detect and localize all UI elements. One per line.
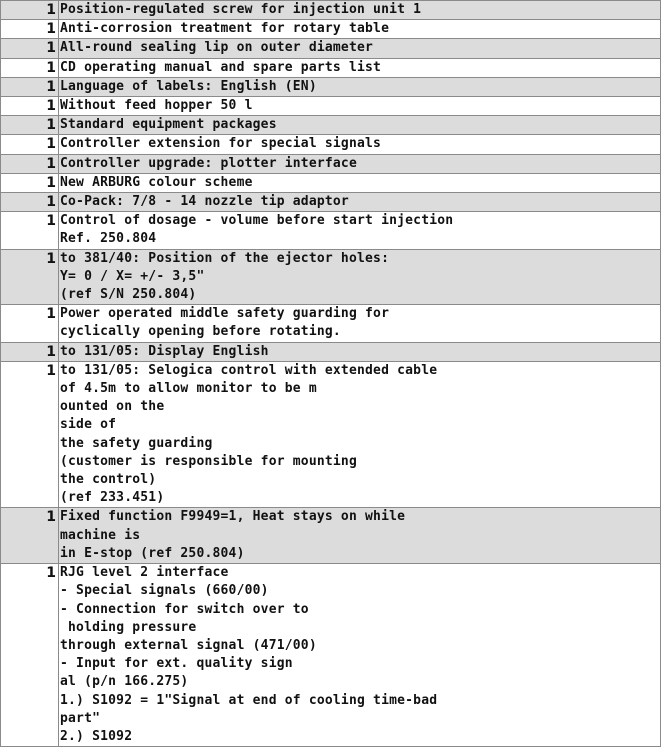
table-row <box>1 1 661 20</box>
table-row <box>1 193 661 212</box>
description-cell: Position-regulated screw for injection unit 1 <box>59 1 661 20</box>
quantity-cell: 1 <box>1 58 59 77</box>
quantity-cell: 1 <box>1 154 59 173</box>
quantity-cell: 1 <box>1 305 59 342</box>
table-row <box>1 58 661 77</box>
description-cell: Without feed hopper 50 l <box>59 97 661 116</box>
description-cell: Co-Pack: 7/8 - 14 nozzle tip adaptor <box>59 193 661 212</box>
table-row <box>1 508 661 564</box>
table-row <box>1 20 661 39</box>
table-row <box>1 305 661 342</box>
quantity-cell: 1 <box>1 135 59 154</box>
table-row <box>1 154 661 173</box>
table-row <box>1 173 661 192</box>
table-row <box>1 39 661 58</box>
description-cell: Fixed function F9949=1, Heat stays on while machine is in E-stop (ref 250.804) <box>59 508 661 564</box>
table-row <box>1 342 661 361</box>
quantity-cell: 1 <box>1 342 59 361</box>
description-cell: to 131/05: Selogica control with extended cable of 4.5m to allow monitor to be m ounted on the side of the safety guarding (customer is responsible for mounting the control) (ref 233.451) <box>59 361 661 508</box>
quantity-cell: 1 <box>1 77 59 96</box>
table-row <box>1 564 661 747</box>
description-cell: Standard equipment packages <box>59 116 661 135</box>
description-cell: Controller upgrade: plotter interface <box>59 154 661 173</box>
description-cell: Control of dosage - volume before start injection Ref. 250.804 <box>59 212 661 249</box>
quantity-cell: 1 <box>1 193 59 212</box>
quantity-cell: 1 <box>1 508 59 564</box>
table-row <box>1 212 661 249</box>
table-row <box>1 135 661 154</box>
quantity-cell: 1 <box>1 564 59 747</box>
quantity-cell: 1 <box>1 97 59 116</box>
quantity-cell: 1 <box>1 212 59 249</box>
description-cell: to 381/40: Position of the ejector holes: Y= 0 / X= +/- 3,5" (ref S/N 250.804) <box>59 249 661 305</box>
description-cell: RJG level 2 interface - Special signals (660/00) - Connection for switch over to holding pressure through external signal (471/00) - Input for ext. quality sign al (p/n 166.275) 1.) S1092 = 1"Signal at end of cooling time-bad part" 2.) S1092 <box>59 564 661 747</box>
description-cell: All-round sealing lip on outer diameter <box>59 39 661 58</box>
table-row <box>1 116 661 135</box>
quantity-cell: 1 <box>1 249 59 305</box>
description-cell: Power operated middle safety guarding for cyclically opening before rotating. <box>59 305 661 342</box>
description-cell: to 131/05: Display English <box>59 342 661 361</box>
description-cell: Language of labels: English (EN) <box>59 77 661 96</box>
table-row <box>1 249 661 305</box>
description-cell: Anti-corrosion treatment for rotary table <box>59 20 661 39</box>
quantity-cell: 1 <box>1 173 59 192</box>
description-cell: New ARBURG colour scheme <box>59 173 661 192</box>
table-row <box>1 77 661 96</box>
description-cell: Controller extension for special signals <box>59 135 661 154</box>
quantity-cell: 1 <box>1 20 59 39</box>
quantity-cell: 1 <box>1 361 59 508</box>
description-cell: CD operating manual and spare parts list <box>59 58 661 77</box>
quantity-cell: 1 <box>1 1 59 20</box>
quantity-cell: 1 <box>1 39 59 58</box>
quantity-cell: 1 <box>1 116 59 135</box>
table-row <box>1 97 661 116</box>
table-row <box>1 361 661 508</box>
